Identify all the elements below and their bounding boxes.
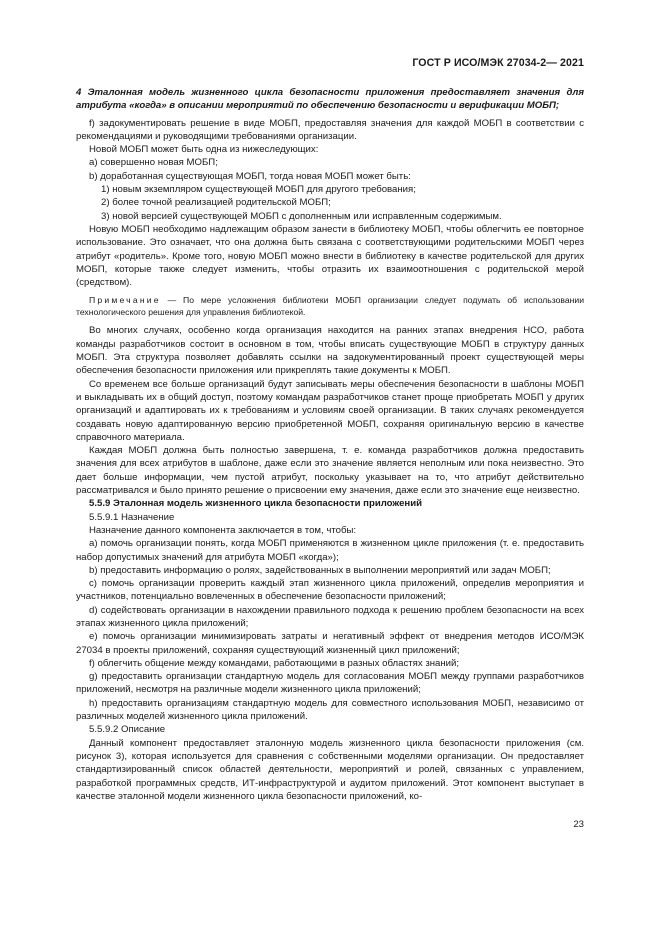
note [76,294,584,318]
sublist-item-3: 3) новой версией существующей МОБП с дополненным или исправленным содержимым. [101,210,502,222]
paragraph-purpose: Назначение данного компонента заключается в том, чтобы: [89,524,357,536]
sublist-item-1: 1) новым экземпляром существующей МОБП для другого требования; [101,184,416,196]
purpose-item-a: а) помочь организации понять, когда МОБП применяются в жизненном цикле приложения (т. е. предоставить набор допустимых значений для атрибута МОБП «когда»); [76,538,584,563]
note-text: — По мере усложнения библиотеки МОБП организации следует подумать об использовании технологического решения для управления библиотекой. [76,295,584,318]
purpose-item-g: g) предоставить организации стандартную модель для согласования МОБП между группами разработчиков приложений, несмотря на различные модели жизненного цикла приложений; [76,671,584,696]
paragraph-each-mobp: Каждая МОБП должна быть полностью завершена, т. е. команда разработчиков должна предоставить значения для всех атрибутов в шаблоне, даже если это значение является неполным или пока неизвестно. Это дает больше информации, чем пустой атрибут, поскольку указывает на то, что атрибут действительно рассматривался и было принято решение о присвоении ему значения, даже если это значение еще неизвестно. [76,445,584,497]
purpose-item-e: е) помочь организации минимизировать затраты и негативный эффект от внедрения методов ИСО/МЭК 27034 в проекты приложений, сохраняя существующий жизненный цикл приложений; [76,631,584,656]
document-body [76,86,584,803]
paragraph-new-mobp: Новой МОБП может быть одна из нижеследующих: [89,144,319,156]
list-item-f: f) задокументировать решение в виде МОБП, предоставляя значения для каждой МОБП в соответствии с рекомендациями и руководящими требованиями организации. [76,117,584,142]
section-heading-5-5-9: 5.5.9 Эталонная модель жизненного цикла безопасности приложений [89,498,423,510]
figure-caption: 4 Эталонная модель жизненного цикла безопасности приложения предоставляет значения для атрибута «когда» в описании мероприятий по обеспечению безопасности и верификации МОБП; [76,87,584,112]
purpose-item-h: h) предоставить организациям стандартную модель для совместного использования МОБП, независимо от различных моделей жизненного цикла приложений. [76,697,584,723]
purpose-item-b: b) предоставить информацию о ролях, задействованных в выполнении мероприятий или задач МОБП; [89,564,551,576]
list-item-a: а) совершенно новая МОБП; [89,157,218,169]
paragraph-many-cases: Во многих случаях, особенно когда организация находится на ранних этапах внедрения НСО, работа команды разработчиков состоит в основном в том, чтобы вписать существующие МОБП в структуру данных МОБП. Эта структура позволяет добавлять ссылки на задокументированный проект существующей меры обеспечения безопасности приложения или прикреплять такие документы к МОБП. [76,325,584,377]
paragraph-description: Данный компонент предоставляет эталонную модель жизненного цикла безопасности приложения (см. рисунок 3), которая используется для сравнения с собственными моделями организации. Он предоставляет стандартизированный список областей деятельности, мероприятий и ролей, связанных с управлением, разработкой программных средств, ИТ-инфраструктурой и аудитом приложений. Этот компонент выступает в качестве эталонной модели жизненного цикла безопасности приложений, ко- [76,737,584,802]
note-label: Примечание [89,295,161,306]
purpose-item-f: f) облегчить общение между командами, работающими в разных областях знаний; [89,657,460,669]
purpose-item-c: с) помочь организации проверить каждый этап жизненного цикла приложений, определив мероприятия и участников, потенциально вовлеченных в обеспечение безопасности приложений; [76,578,584,603]
purpose-item-d: d) содействовать организации в нахождении правильного подхода к решению проблем безопасности на всех этапах жизненного цикла приложений; [76,604,584,629]
list-item-b: b) доработанная существующая МОБП, тогда новая МОБП может быть: [89,170,411,182]
sublist-item-2: 2) более точной реализацией родительской МОБП; [101,197,331,209]
page-number: 23 [573,819,584,830]
subsection-heading-5-5-9-1: 5.5.9.1 Назначение [89,511,175,523]
subsection-heading-5-5-9-2: 5.5.9.2 Описание [89,724,166,736]
paragraph-over-time: Со временем все больше организаций будут записывать меры обеспечения безопасности в шаблоны МОБП и выкладывать их в общий доступ, поэтому командам разработчиков станет проще приобретать МОБП у других организаций и адаптировать их к требованиям и условиям своей организации. В таких случаях рекомендуется создавать новую адаптированную версию приобретенной МОБП, сохраняя оригинальную версию в качестве справочного материала. [76,378,584,443]
document-header: ГОСТ Р ИСО/МЭК 27034-2— 2021 [412,57,584,69]
paragraph-library: Новую МОБП необходимо надлежащим образом занести в библиотеку МОБП, чтобы облегчить ее повторное использование. Это означает, что она должна быть связана с соответствующими родительскими МОБП через атрибут «родитель». Кроме того, новую МОБП можно внести в библиотеку в качестве родительской для других МОБП, которые также следует изменить, чтобы отразить их взаимоотношения с родительской мерой (средством). [76,223,584,289]
